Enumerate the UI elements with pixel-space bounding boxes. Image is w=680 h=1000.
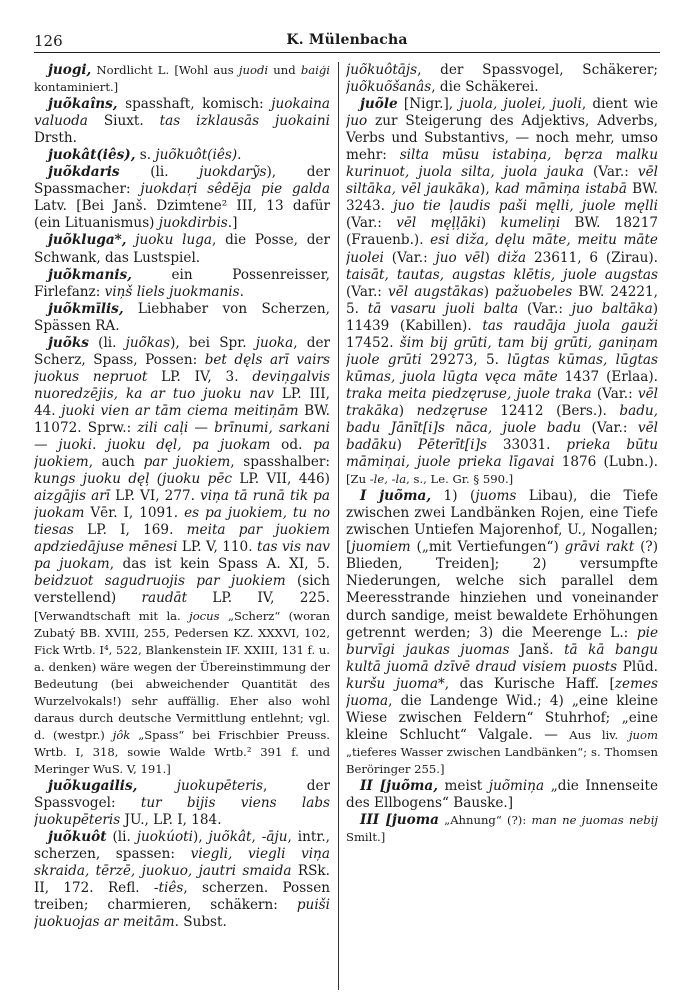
example-text: vēl męļļāki: [396, 215, 481, 232]
left-column: [34, 62, 330, 990]
example-text: lūgtas kūmas, lūgtas kūmas, juola lūgta vęca māte: [346, 351, 658, 385]
definition-text: s.: [135, 147, 156, 164]
headword: juogi,: [48, 62, 92, 78]
example-text: bet dęls arī vairs juokus nepruot: [34, 351, 330, 385]
definition-text: „tieferes Wasser zwischen Landbänken“; s. Thomsen Beröringer 255.]: [346, 744, 658, 776]
example-text: tas vis nav pa juokam: [34, 539, 330, 573]
example-text: šim bij grūti, tam bij grūti, ganiņam juole grūti: [346, 334, 658, 368]
example-text: es pa juokiem, tu no tiesas: [34, 505, 330, 539]
example-text: vēl siltāka, vēl jaukāka: [346, 164, 658, 198]
definition-text: BW. 18217 (Frauenb.).: [346, 215, 658, 249]
definition-text: LP. I, 169.: [73, 522, 187, 539]
example-text: kad māmiņa istabā: [494, 181, 627, 198]
definition-text: od.: [270, 437, 314, 454]
definition-text: 1) (: [431, 488, 476, 505]
example-text: āju: [266, 829, 288, 846]
example-text: silta mūsu istabiņa, bęrza malku kurinuot, juola silta, juola jauka: [346, 147, 658, 181]
example-text: tas raudāja juola gauži: [482, 317, 658, 334]
example-text: juoms: [475, 488, 517, 505]
definition-text: (Var.:: [346, 215, 397, 232]
example-text: juoku dęl, pa juokam: [107, 437, 271, 454]
entry-juoks: [34, 335, 330, 778]
definition-text: LP. VII, 446): [231, 471, 330, 488]
example-text: viegli, viegli viņa skraida, tērzē, juokuo, jautri smaida: [34, 846, 330, 880]
definition-text: [Zu: [346, 472, 370, 487]
definition-text: Aus liv.: [569, 727, 629, 742]
example-text: juõkuõšanâs: [346, 79, 432, 96]
example-text: tā kā bangu kultā juomā dzīvē draud visiem puosts: [346, 641, 658, 675]
definition-text: , dient wie: [581, 96, 658, 113]
example-text: juo vēl: [435, 249, 485, 266]
definition-text: ein Possenreisser, Firlefanz:: [34, 266, 330, 300]
example-text: traka meita piedzęruse, juole traka: [346, 385, 592, 402]
headword: juõkugailis,: [48, 777, 138, 794]
definition-text: meist: [437, 777, 489, 794]
entry-juokains: [34, 96, 330, 147]
definition-text: LP. IV, 3.: [147, 368, 253, 385]
definition-text: ) 11439 (Kabillen).: [346, 300, 658, 334]
definition-text: , die Posse, der Schwank, das Lustspiel.: [34, 232, 330, 266]
definition-text: , scherzen. Possen treiben; charmieren, schäkern:: [34, 880, 330, 914]
entry-juokmilis: [34, 301, 330, 335]
definition-text: ): [396, 437, 418, 454]
example-text: juokdaŗi sêdēja pie galda: [140, 181, 330, 198]
definition-text: 29273, 5.: [421, 351, 508, 368]
definition-text: , das Kurische Haff. [: [444, 675, 615, 692]
definition-text: ), bei Spr.: [170, 334, 256, 351]
example-text: juoki vien ar tām ciema meitiņām: [61, 402, 299, 419]
definition-text: . Subst.: [174, 914, 227, 931]
page-header: [34, 30, 660, 53]
example-text: deviņgalvis nuoredzējis, ka ar tuo juoku nav: [34, 368, 330, 402]
definition-text: , auch: [88, 454, 144, 471]
definition-text: , der Spassvogel:: [34, 777, 330, 812]
definition-text: (li.: [106, 829, 137, 846]
example-text: viņa tā runā tik pa juokam: [34, 488, 330, 522]
example-text: juo baltāka: [571, 300, 653, 317]
example-text: viņš liels juokmanis: [104, 283, 240, 300]
example-text: juõkuôtājs: [346, 62, 418, 78]
example-text: jocus: [189, 608, 220, 623]
definition-text: (Var.:: [383, 249, 436, 266]
definition-text: „die Innenseite des Ellbogens“ Bauske.]: [346, 777, 658, 812]
definition-text: ), der Spassmacher:: [34, 164, 330, 198]
entry-juokuotajs: [346, 62, 658, 96]
definition-text: , s., Le. Gr. § 590.]: [406, 472, 514, 487]
definition-text: , der Scherz, Spass, Possen:: [34, 334, 330, 368]
definition-text: (li.: [119, 164, 200, 181]
headword: juõkmīlis,: [48, 300, 124, 317]
definition-text: .]: [227, 215, 238, 232]
example-text: tā vasaru juoli balta: [367, 300, 519, 317]
headword: juõkuôt: [48, 829, 107, 846]
right-column: [346, 62, 658, 990]
example-text: juom: [628, 727, 658, 742]
example-text: vēl trakāka: [346, 385, 658, 419]
column-divider: [338, 62, 339, 990]
entry-juole: [346, 96, 658, 488]
definition-text: ),: [480, 181, 495, 198]
example-text: juoku luga: [135, 232, 213, 249]
definition-text: (?) Blieden, Treiden]; 2) versumpfte Niederungen, welche sich parallel dem Meeresstrande hinziehen und voneinander durch sandige, meist bewaldete Erhöhungen getrennt werden; 3) die Meerenge L.:: [346, 539, 658, 641]
example-text: beidzuot sagudruojis par juokiem: [34, 573, 286, 590]
example-text: zemes juoma: [346, 675, 658, 709]
definition-text: LP. V, 110.: [177, 539, 257, 556]
definition-text: .: [92, 437, 108, 454]
definition-text: , die Landenge Wid.; 4) „eine kleine Wiese zwischen Feldern“ Stuhrhof; „eine kleine Schlucht“ Valgale. —: [346, 692, 658, 743]
definition-text: LP. VI, 277.: [110, 488, 201, 505]
definition-text: BW. 11072. Sprw.:: [34, 402, 330, 436]
example-text: Pēterīt[i]s: [417, 437, 487, 454]
example-text: tas izklausās juokaini: [159, 113, 330, 130]
example-text: juokúoti: [136, 829, 193, 846]
definition-text: , das ist kein Spass A. XI, 5.: [109, 556, 330, 573]
definition-text: (li.: [88, 334, 126, 351]
definition-text: spasshaft, komisch:: [117, 96, 272, 113]
definition-text: ): [483, 283, 496, 300]
example-text: badu, badu Jānīt[i]s nāca, juole badu: [346, 402, 658, 436]
running-title: K. Mülenbacha: [286, 32, 408, 48]
definition-text: Libau), die Tiefe zwischen zwei Landbänken Rojen, eine Tiefe zwischen Untiefen Majorenhof, U., Nogallen; [: [346, 488, 658, 556]
definition-text: (Var.:: [581, 419, 638, 436]
example-text: juõmiņa: [488, 777, 545, 794]
definition-text: , die Schäkerei.: [431, 79, 539, 96]
example-text: juõkât: [208, 829, 252, 846]
definition-text: [Nigr.],: [397, 96, 460, 113]
definition-text: Latv. [Bei Janš. Dzimtene² III, 13 dafür (ein Lituanismus): [34, 198, 330, 232]
definition-text: JU., LP. I, 184.: [120, 812, 222, 829]
example-text: kungs juoku dęļ (juoku pēc: [34, 471, 232, 488]
headword: juokât(iês),: [48, 147, 136, 164]
example-text: pažuobeles: [495, 283, 573, 300]
definition-text: Nordlicht L. [Wohl aus: [91, 63, 239, 77]
example-text: man ne juomas nebij: [531, 813, 658, 828]
example-text: vēl badāku: [346, 419, 658, 454]
definition-text: ): [480, 215, 501, 232]
example-text: prieka būtu māmiņai, juole prieka līgavai: [346, 437, 658, 471]
example-text: juola, juolei, juoli: [459, 96, 582, 113]
example-text: taisāt, tautas, augstas klētis, juole augstas: [346, 266, 658, 283]
entry-juokmanis: [34, 267, 330, 301]
definition-text: Vēr. I, 1091.: [84, 505, 185, 522]
headword: juõkluga*,: [48, 232, 127, 249]
definition-text: 23611, 6 (Zirau).: [526, 249, 658, 266]
definition-text: (Var.:: [583, 164, 638, 181]
entry-I-juoma: [346, 488, 658, 778]
example-text: juokdarỹs: [199, 164, 267, 181]
definition-text: Smilt.]: [346, 830, 386, 845]
definition-text: ),: [192, 829, 209, 846]
entry-juokat-ies: [34, 147, 330, 164]
example-text: pa juokiem: [34, 437, 330, 471]
definition-text: BW. 3243.: [346, 181, 658, 215]
example-text: pie burvīgi jaukas juomas: [346, 624, 658, 658]
entry-III-juoma: [346, 812, 658, 846]
definition-text: „Spass“ bei Frischbier Preuss. Wrtb. I, 318, sowie Walde Wrtb.² 391 f. und Meringer WuS. V, 191.]: [34, 727, 330, 776]
definition-text: RSk. II, 172. Refl. -: [34, 863, 330, 897]
definition-text: Siuxt.: [87, 113, 160, 130]
definition-text: und: [268, 63, 301, 77]
headword: juõks: [48, 334, 89, 351]
definition-text: [Verwandtschaft mit la.: [34, 608, 190, 623]
definition-text: , spasshalber:: [230, 454, 330, 471]
example-text: esi diža, dęlu māte, meitu māte juolei: [346, 232, 658, 266]
example-text: vēl augstākas: [388, 283, 484, 300]
definition-text: BW. 24221, 5.: [346, 283, 658, 317]
definition-text: .: [237, 147, 242, 164]
example-text: tiês: [158, 880, 184, 897]
definition-text: zur Steigerung des Adjektivs, Adverbs, Verbs und Substantivs, — noch mehr, umso mehr:: [346, 113, 658, 164]
page-number: 126: [34, 32, 63, 50]
example-text: diža: [497, 249, 527, 266]
definition-text: 33031.: [486, 437, 567, 454]
entry-juokdaris: [34, 164, 330, 232]
definition-text: „Ahnung“ (?):: [438, 813, 532, 828]
example-text: juõkas: [125, 334, 171, 351]
entry-juogi: [34, 62, 330, 96]
example-text: juõkuôt(iês): [155, 147, 238, 164]
example-text: raudāt: [141, 590, 188, 607]
example-text: puiši juokuojas ar meitām: [34, 897, 330, 931]
example-text: grāvi rakt: [564, 539, 635, 556]
headword: juõle: [360, 96, 398, 113]
headword: juõkdaris: [48, 164, 120, 181]
entry-juokluga: [34, 232, 330, 266]
example-text: juokaina valuoda: [34, 96, 330, 130]
entry-juokuot: [34, 829, 330, 931]
definition-text: (Var.:: [518, 300, 572, 317]
example-text: meita par juokiem apdziedājuse mēnesi: [34, 522, 330, 556]
definition-text: 12412 (Bers.).: [487, 402, 620, 419]
example-text: zili caļi — brīnumi, sarkani — juoki: [34, 419, 330, 454]
definition-text: LP. III, 44.: [34, 385, 330, 419]
definition-text: .: [239, 283, 244, 300]
definition-text: kontaminiert.]: [34, 80, 119, 95]
example-text: juokdirbis: [158, 215, 228, 232]
definition-text: Drsth.: [34, 130, 77, 147]
example-text: par juokiem: [143, 454, 231, 471]
definition-text: , -: [251, 829, 267, 846]
headword: juõkaîns,: [48, 96, 118, 113]
headword: I juõma,: [360, 488, 432, 505]
example-text: aizgājis arī: [34, 488, 111, 505]
example-text: kuršu juoma*: [346, 675, 445, 692]
headword: III [juoma: [360, 812, 439, 829]
definition-text: Janš.: [509, 641, 565, 658]
entry-juokugailis: [34, 778, 330, 829]
definition-text: [137, 778, 176, 794]
definition-text: , intr., scherzen, spassen:: [34, 829, 330, 863]
definition-text: (Var.:: [346, 283, 389, 300]
definition-text: „Scherz“ (woran Zubatý BB. XVIII, 255, Pedersen KZ. XXXVI, 102, Fick Wrtb. I⁴, 522, Blankenstein IF. XXIII, 131 f. u. a. denken) wäre wegen der Übereinstimmung der Bedeutung (bei abweichender Quantität des Wurzelvokals!) sehr auffällig. Eher also wohl daraus durch deutsche Vermittlung entlehnt; vgl. d. (westpr.): [34, 608, 330, 742]
definition-text: ): [398, 402, 417, 419]
example-text: juomiem: [351, 539, 411, 556]
entry-II-juoma: [346, 778, 658, 812]
example-text: juoka: [255, 334, 294, 351]
definition-text: , der Spassvogel, Schäkerer;: [417, 62, 658, 78]
example-text: juo tie ļaudis paši męlli, juole męlli: [393, 198, 658, 215]
example-text: nedzęruse: [416, 402, 488, 419]
headword: juõkmanis,: [48, 266, 132, 283]
example-text: kumeliņi: [500, 215, 561, 232]
definition-text: 1876 (Lubn.).: [554, 454, 658, 471]
definition-text: ): [484, 249, 498, 266]
headword: II [juõma,: [360, 777, 438, 794]
example-text: baiģi: [300, 63, 330, 77]
definition-text: Liebhaber von Scherzen, Spässen RA.: [34, 300, 330, 334]
definition-text: 1437 (Erlaa).: [557, 368, 658, 385]
definition-text: („mit Vertiefungen“): [410, 539, 565, 556]
example-text: tur bijis viens labs juokupēteris: [34, 795, 330, 829]
example-text: juokupēteris: [176, 777, 264, 794]
definition-text: [127, 232, 136, 248]
example-text: juo: [346, 113, 368, 130]
definition-text: Plūd.: [617, 658, 658, 675]
definition-text: LP. IV, 225.: [187, 590, 330, 607]
example-text: juodi: [238, 63, 269, 77]
definition-text: 17452.: [346, 334, 400, 351]
example-text: -le, -la: [369, 472, 407, 487]
definition-text: (sich verstellend): [34, 573, 330, 607]
definition-text: (Var.:: [591, 385, 638, 402]
example-text: jôk: [112, 727, 131, 742]
